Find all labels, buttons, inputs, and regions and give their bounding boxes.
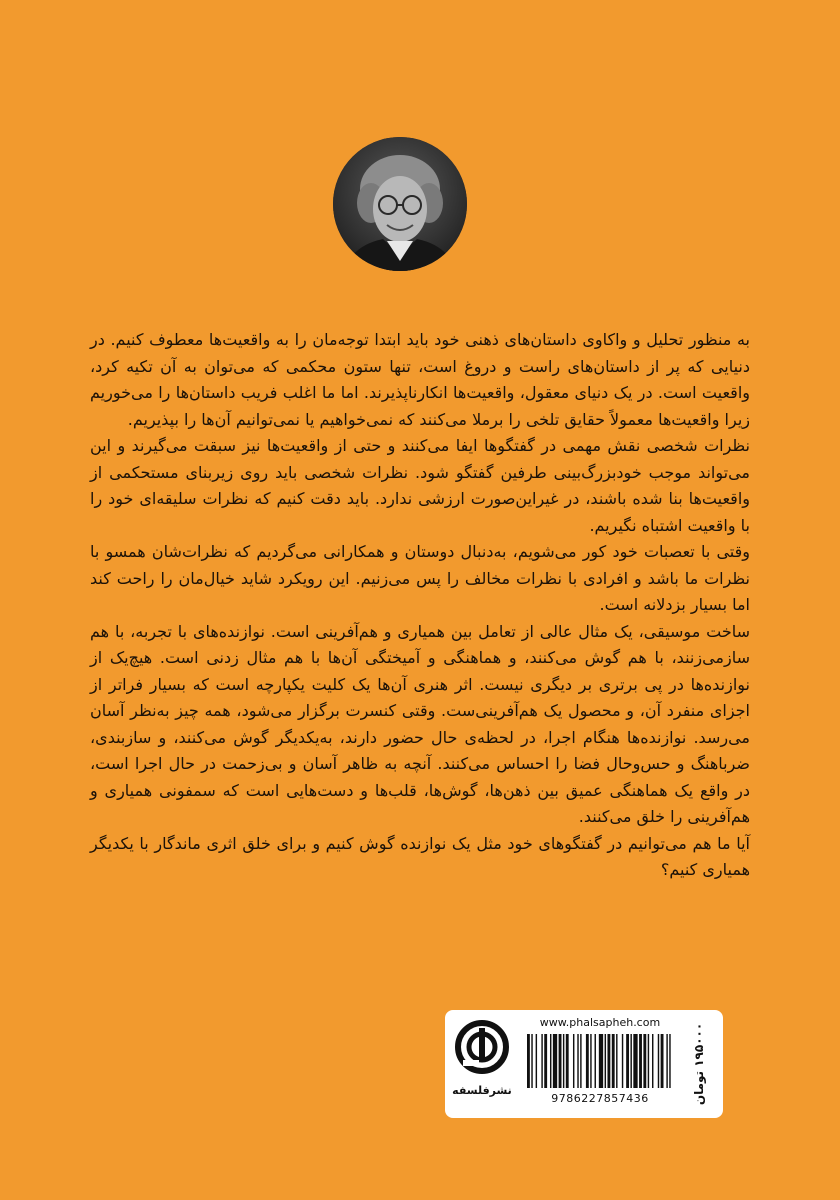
paragraph-1: به منظور تحلیل و واکاوی داستان‌های ذهنی خود باید ابتدا توجه‌مان را به واقعیت‌ها معطوف کنیم. در دنیایی که پر از داستان‌های راست و دروغ است، تنها ستون محکمی که می‌توان به آن تکیه کرد، واقعیت است. در یک دنیای معقول، واقعیت‌ها انکارناپذیرند. اما ما اغلب فریب داستان‌ها را می‌خوریم زیرا واقعیت‌ها معمولاً حقایق تلخی را برملا می‌کنند که نمی‌خواهیم یا نمی‌توانیم آن‌ها را بپذیریم. <box>90 330 750 429</box>
publisher-website: www.phalsapheh.com <box>539 1016 661 1029</box>
barcode-bar <box>622 1034 623 1088</box>
barcode-bar <box>633 1034 637 1088</box>
barcode-bar <box>639 1034 642 1088</box>
author-portrait <box>333 137 467 271</box>
publisher-logo-icon <box>455 1020 509 1074</box>
barcode-bar <box>605 1034 606 1088</box>
barcode-bar <box>616 1034 617 1088</box>
barcode-bar <box>590 1034 591 1088</box>
paragraph-2: نظرات شخصی نقش مهمی در گفتگوها ایفا می‌کنند و حتی از واقعیت‌ها نیز سبقت می‌گیرند و این می‌تواند موجب خودبزرگ‌بینی طرفین گفتگو شود. نظرات شخصی باید روی زیربنای مستحکمی از واقعیت‌ها بنا شده باشند، در غیراین‌صورت ارزشی ندارد. باید دقت کنیم که نظرات سلیقه‌ای خود را با واقعیت اشتباه نگیریم. <box>90 436 750 535</box>
barcode <box>527 1034 675 1088</box>
paragraph-3: وقتی با تعصبات خود کور می‌شویم، به‌دنبال دوستان و همکارانی می‌گردیم که نظرات‌شان همسو با نظرات ما باشد و افرادی با نظرات مخالف را پس می‌زنیم. این رویکرد شاید خیال‌مان را راحت کند اما بسیار بزدلانه است. <box>90 542 750 614</box>
barcode-bar <box>648 1034 649 1088</box>
barcode-bar <box>527 1034 530 1088</box>
barcode-bar <box>550 1034 551 1088</box>
barcode-bar <box>553 1034 557 1088</box>
barcode-bar <box>666 1034 667 1088</box>
barcode-bar <box>531 1034 532 1088</box>
barcode-bar <box>643 1034 646 1088</box>
barcode-bar <box>577 1034 578 1088</box>
barcode-bar <box>612 1034 615 1088</box>
barcode-bar <box>661 1034 664 1088</box>
paragraph-4: ساخت موسیقی، یک مثال عالی از تعامل بین همیاری و هم‌آفرینی است. نوازنده‌های با تجربه، با هم سازمی‌زنند، با هم گوش می‌کنند، و هماهنگی و آمیختگی آن‌ها با هم مثال زدنی است. هیچ‌یک از نوازنده‌ها در پی برتری بر دیگری نیست. اثر هنری آن‌ها یک کلیت یکپارچه است که بسیار فراتر از اجزای منفرد آن، و محصول یک هم‌آفرینی‌ست. وقتی کنسرت برگزار می‌شود، همه چیز به‌نظر آسان می‌رسد. نوازنده‌ها هنگام اجرا، در لحظه‌ی حال حضور دارند، به‌یکدیگر گوش می‌کنند، و سازبندی، ضرباهنگ و حس‌وحال فضا را احساس می‌کنند. آنچه به ظاهر آسان و بی‌زحمت در حال اجرا است، در واقع یک هماهنگی عمیق بین ذهن‌ها، گوش‌ها، قلب‌ها و دست‌هایی است که سمفونی همیاری و هم‌آفرینی را خلق می‌کنند. <box>90 621 750 826</box>
barcode-bar <box>573 1034 574 1088</box>
price-text: ۱۹۵۰۰۰ تومان <box>692 1022 706 1106</box>
barcode-bar <box>563 1034 564 1088</box>
back-cover-text <box>90 327 750 884</box>
barcode-bar <box>544 1034 547 1088</box>
barcode-bar <box>626 1034 629 1088</box>
price-label <box>681 1016 717 1112</box>
barcode-bar <box>658 1034 659 1088</box>
barcode-bar <box>607 1034 610 1088</box>
barcode-bar <box>595 1034 596 1088</box>
barcode-bar <box>536 1034 537 1088</box>
isbn-number: 9786227857436 <box>551 1092 649 1105</box>
barcode-bar <box>580 1034 581 1088</box>
barcode-bar <box>599 1034 603 1088</box>
barcode-label <box>445 1010 723 1118</box>
barcode-bar <box>586 1034 589 1088</box>
barcode-bar <box>559 1034 562 1088</box>
barcode-bar <box>630 1034 631 1088</box>
barcode-bar <box>541 1034 542 1088</box>
barcode-bar <box>566 1034 569 1088</box>
paragraph-5: آیا ما هم می‌توانیم در گفتگوهای خود مثل یک نوازنده گوش کنیم و برای خلق اثری ماندگار با یکدیگر همیاری کنیم؟ <box>90 833 750 879</box>
barcode-bar <box>652 1034 653 1088</box>
barcode-bar <box>669 1034 670 1088</box>
publisher-name: نشرفلسفه <box>452 1084 512 1097</box>
